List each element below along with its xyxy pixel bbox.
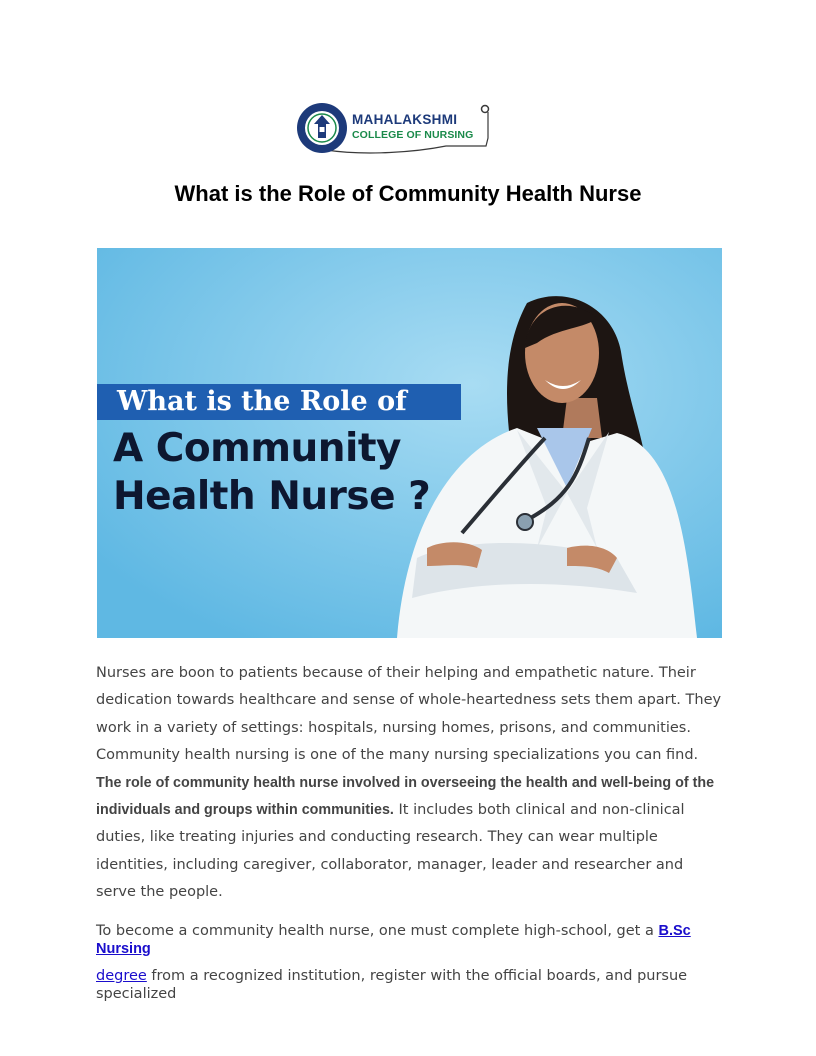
requirements-text-start: To become a community health nurse, one must complete high-school, get a [96, 923, 659, 939]
requirements-line2 [96, 940, 726, 958]
requirements-line1 [96, 922, 726, 940]
degree-link[interactable]: degree [96, 968, 147, 984]
logo-emblem-icon [296, 100, 496, 156]
intro-paragraph [96, 660, 726, 907]
bsc-nursing-link-part2[interactable]: Nursing [96, 941, 151, 957]
requirements-text-middle: from a recognized institution, register with the official boards, and pursue [146, 968, 688, 984]
bsc-nursing-link-part1[interactable]: B.Sc [658, 923, 691, 939]
college-logo[interactable] [296, 100, 496, 156]
intro-text-start: Nurses are boon to patients because of their helping and empathetic nature. Their dedication towards healthcare and sense of whole-heartedness sets them apart. They work in a variety of settings: hospitals, nursing homes, prisons, and communities. Community health nursing is one of the many nursing specializations you can find. [96, 665, 722, 764]
hero-title-line1: What is the Role of [117, 386, 407, 417]
requirements-paragraph [96, 922, 726, 1003]
hero-title-line3: Health Nurse ? [113, 474, 431, 519]
intro-highlight: The role of community health nurse involved in overseeing the health and well-being of the individuals and groups within communities. [96, 774, 715, 819]
logo-name-line1: MAHALAKSHMI [352, 112, 458, 127]
logo-name-line2: COLLEGE OF NURSING [352, 129, 474, 141]
intro-text-end: It includes both clinical and non-clinical duties, like treating injuries and conducting research. They can wear multiple identities, including caregiver, collaborator, manager, leader and researcher and serve the people. [96, 802, 685, 901]
requirements-line3 [96, 967, 726, 985]
hero-title-line2: A Community [113, 426, 401, 471]
hero-banner-image [97, 248, 722, 638]
page-title: What is the Role of Community Health Nurse [174, 181, 642, 206]
requirements-line4: specialized [96, 986, 177, 1002]
